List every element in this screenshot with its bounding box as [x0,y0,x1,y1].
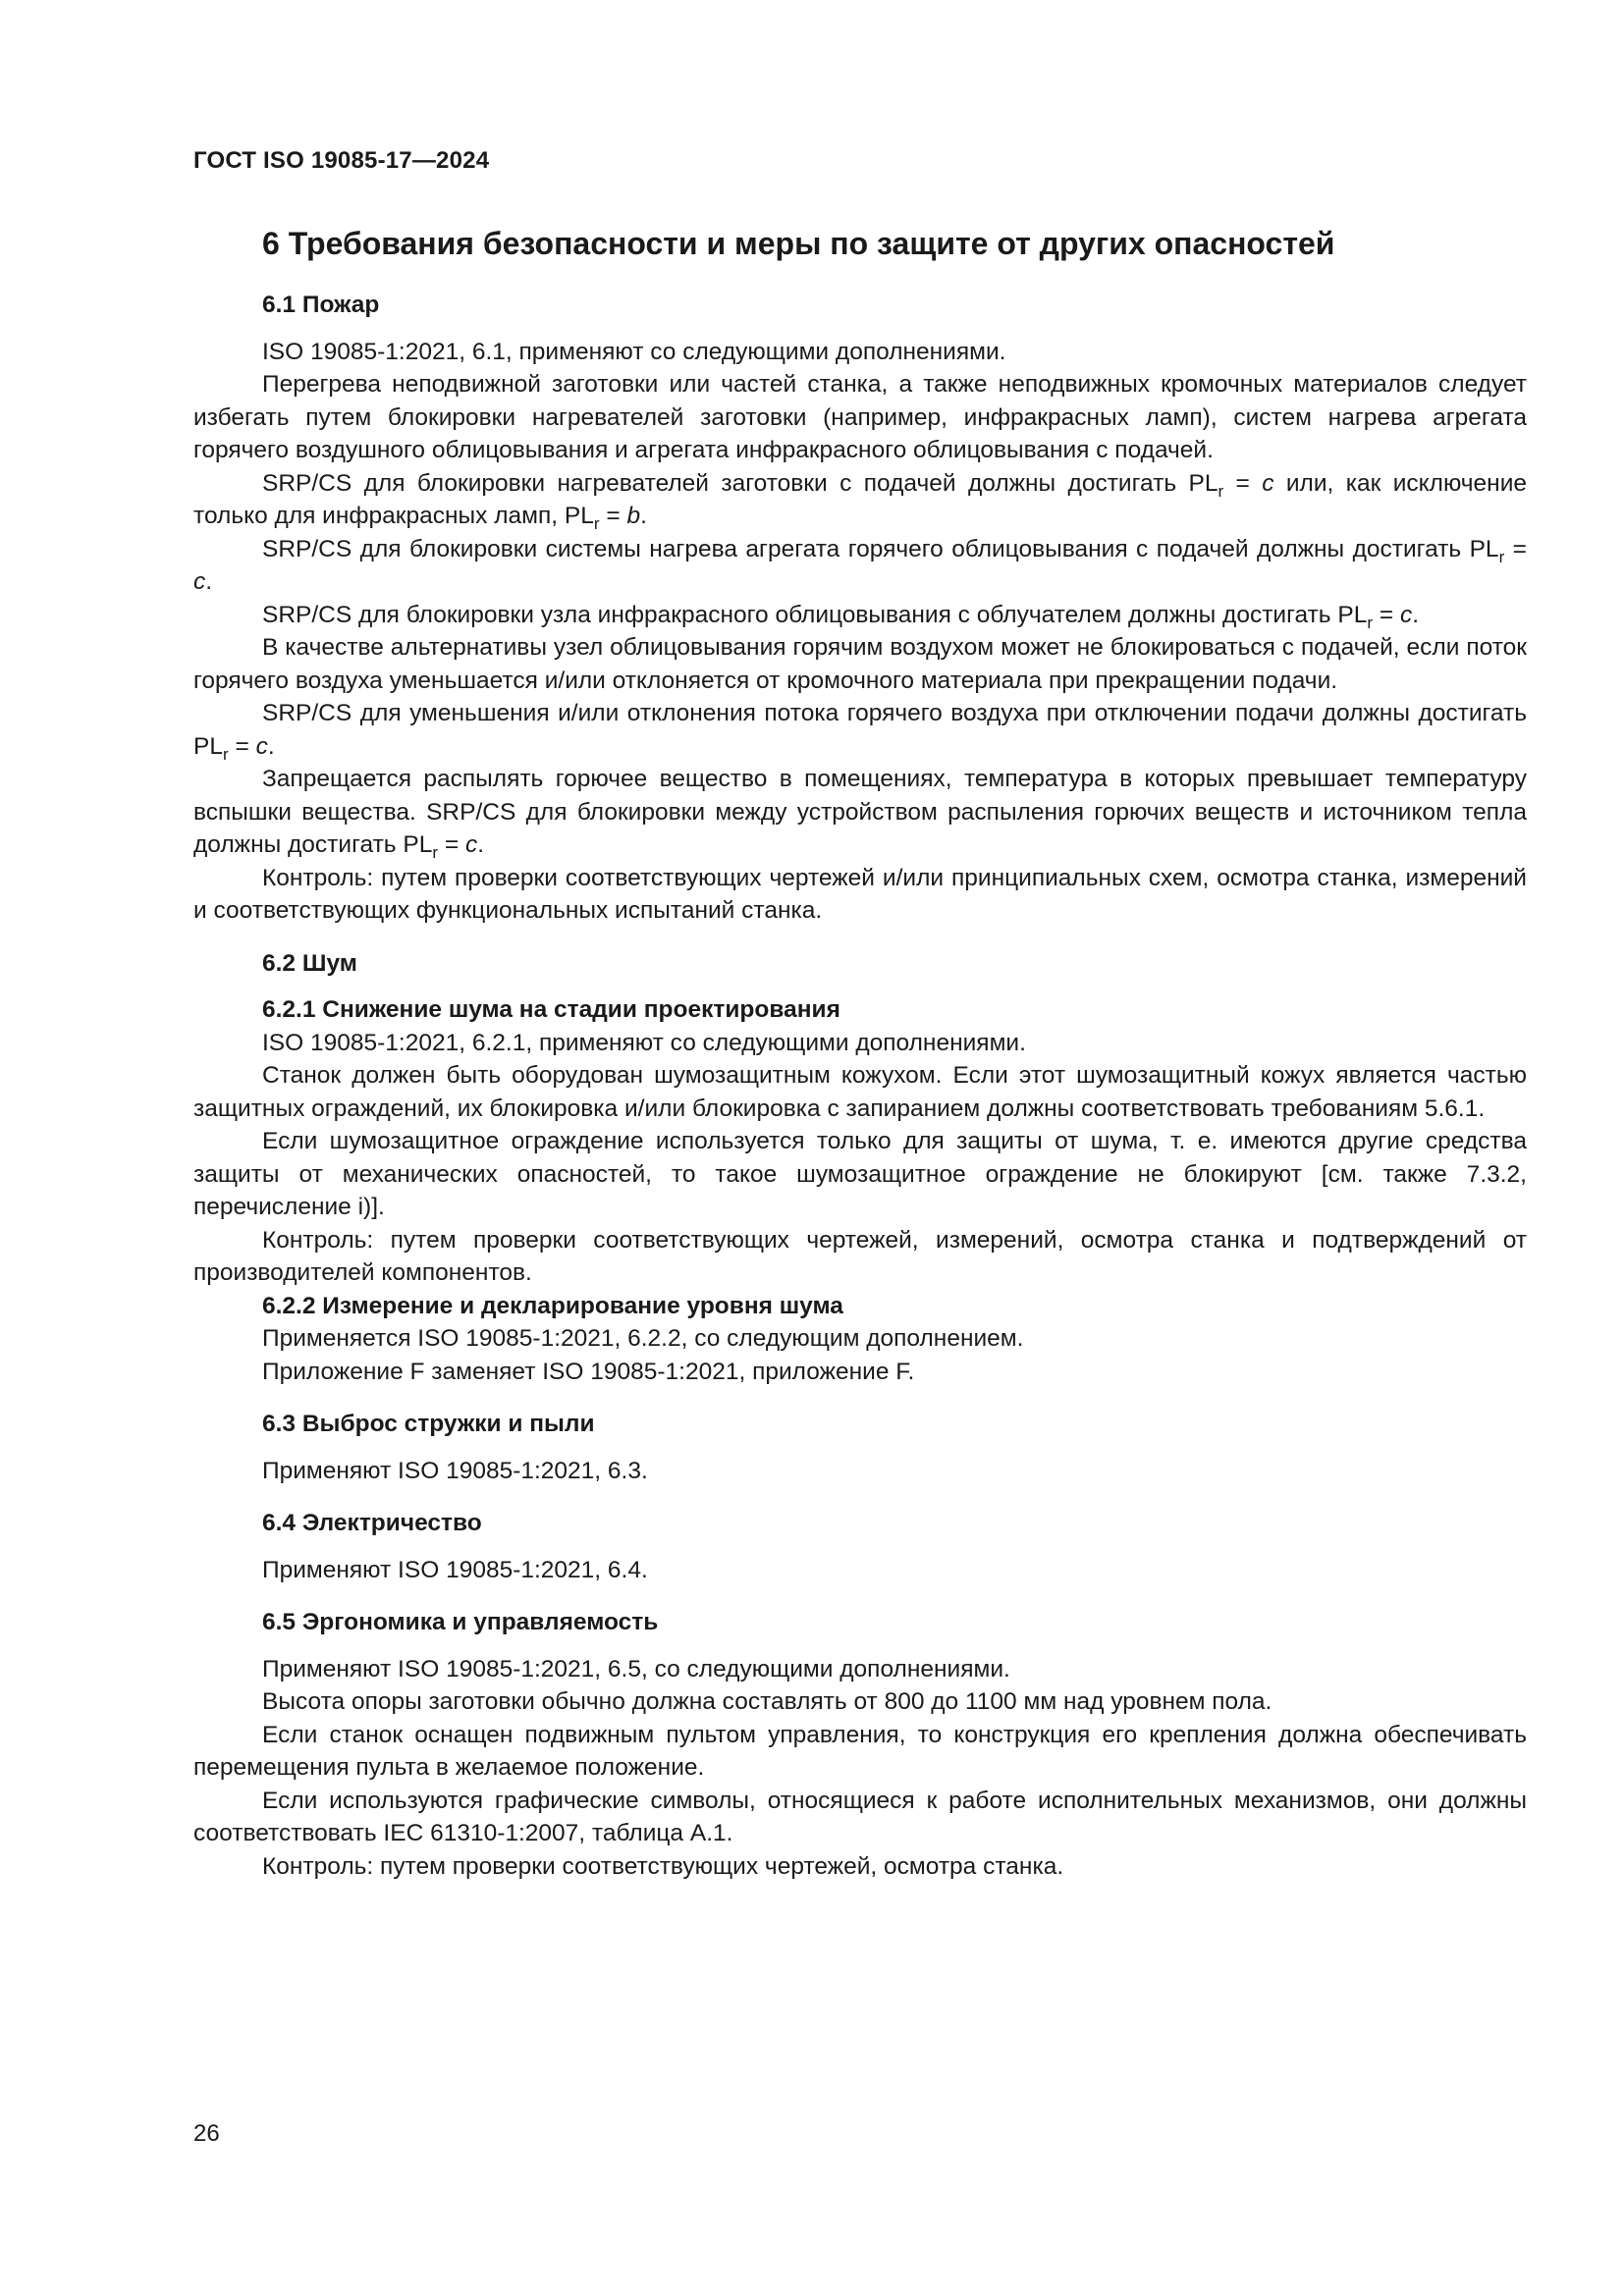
subscript: r [1498,547,1505,566]
subsection-title-6-4: 6.4 Электричество [262,1510,482,1536]
text-run: . [477,831,484,858]
italic-value: c [1399,601,1413,628]
text-run: = [228,732,256,760]
subsection-title-6-1: 6.1 Пожар [262,292,380,318]
paragraph [193,599,1527,632]
text-run: SRP/CS для блокировки узла инфракрасного облицовывания с облучателем должны достигать PL [262,601,1368,628]
subscript: r [222,744,229,764]
subscript: r [593,514,600,533]
paragraph [193,697,1527,763]
text-run: . [205,568,213,595]
text-run: = [1223,469,1263,497]
text-run: = [1504,535,1527,562]
text-run: SRP/CS для уменьшения и/или отклонения потока горячего воздуха при отключении подачи должны достигать PL [193,700,1527,760]
text-run: = [599,503,627,529]
paragraph: Если используются графические символы, относящиеся к работе исполнительных механизмов, они должны соответствовать IEC 61310-1:2007, таблица А.1. [193,1787,1527,1846]
paragraph: Применяют ISO 19085-1:2021, 6.3. [262,1457,648,1484]
subsection-title-6-5: 6.5 Эргономика и управляемость [262,1609,659,1635]
paragraph [193,763,1527,862]
subsection-title-6-2-2: 6.2.2 Измерение и декларирование уровня шума [262,1292,843,1319]
text-run: = [438,831,465,858]
text-run: . [640,503,647,529]
text-run: SRP/CS для блокировки нагревателей заготовки с подачей должны достигать PL [262,469,1218,497]
paragraph: Контроль: путем проверки соответствующих чертежей и/или принципиальных схем, осмотра станка, измерений и соответствующих функциональных испытаний станка. [193,864,1527,924]
subscript: r [1218,481,1224,501]
text-run: = [1373,601,1400,628]
paragraph: Применяется ISO 19085-1:2021, 6.2.2, со следующим дополнением. [262,1325,1024,1352]
italic-value: c [464,831,478,858]
paragraph: Перегрева неподвижной заготовки или частей станка, а также неподвижных кромочных материалов следует избегать путем блокировки нагревателей заготовки (например, инфракрасных ламп), систем нагрева агрегата горячего воздушного облицовывания и агрегата инфракрасного облицовывания с подачей. [193,371,1527,463]
page-number: 26 [193,2120,220,2147]
paragraph: Применяют ISO 19085-1:2021, 6.5, со следующими дополнениями. [262,1655,1010,1682]
paragraph: Если шумозащитное ограждение используется только для защиты от шума, т. е. имеются другие средства защиты от механических опасностей, то такое шумозащитное ограждение не блокируют [см. также 7.3.2, перечисление i)]. [193,1128,1527,1220]
subsection-title-6-2-1: 6.2.1 Снижение шума на стадии проектирования [262,996,840,1023]
running-head: ГОСТ ISO 19085-17—2024 [193,147,490,174]
text-run: . [1412,601,1420,628]
paragraph: Контроль: путем проверки соответствующих чертежей, осмотра станка. [262,1852,1064,1880]
text-run: Запрещается распылять горючее вещество в помещениях, температура в которых превышает температуру вспышки вещества. SRP/CS для блокировки между устройством распыления горючих веществ и источником тепла должны достигать PL [193,766,1527,858]
text-run: SRP/CS для блокировки системы нагрева агрегата горячего облицовывания с подачей должны достигать PL [262,535,1499,562]
italic-value: c [193,568,206,595]
section-title: 6 Требования безопасности и меры по защите от других опасностей [262,226,1335,261]
italic-value: b [626,503,641,529]
paragraph: Если станок оснащен подвижным пультом управления, то конструкция его крепления должна обеспечивать перемещения пульта в желаемое положение. [193,1721,1527,1781]
text-run: или, как исключение только для инфракрасных ламп, PL [193,469,1528,529]
subscript: r [1367,613,1374,632]
text-run: . [267,732,275,760]
subsection-title-6-3: 6.3 Выброс стружки и пыли [262,1411,595,1437]
subsection-title-6-2: 6.2 Шум [262,949,357,977]
subscript: r [432,843,439,862]
paragraph [193,467,1527,533]
paragraph: Высота опоры заготовки обычно должна составлять от 800 до 1100 мм над уровнем пола. [262,1688,1272,1715]
page-content [193,224,1527,1883]
italic-value: c [255,732,268,760]
paragraph [193,533,1527,599]
paragraph: Станок должен быть оборудован шумозащитным кожухом. Если этот шумозащитный кожух является частью защитных ограждений, их блокировка и/или блокировка с запиранием должны соответствовать требованиям 5.6.1. [193,1062,1527,1122]
italic-value: c [1262,469,1274,497]
paragraph: В качестве альтернативы узел облицовывания горячим воздухом может не блокироваться с подачей, если поток горячего воздуха уменьшается и/или отклоняется от кромочного материала при прекращении подачи. [193,634,1527,694]
paragraph: Применяют ISO 19085-1:2021, 6.4. [262,1556,648,1583]
paragraph: Контроль: путем проверки соответствующих чертежей, измерений, осмотра станка и подтверждений от производителей компонентов. [193,1226,1527,1286]
paragraph: Приложение F заменяет ISO 19085-1:2021, приложение F. [262,1358,915,1385]
paragraph: ISO 19085-1:2021, 6.1, применяют со следующими дополнениями. [262,338,1006,365]
paragraph: ISO 19085-1:2021, 6.2.1, применяют со следующими дополнениями. [262,1029,1026,1056]
